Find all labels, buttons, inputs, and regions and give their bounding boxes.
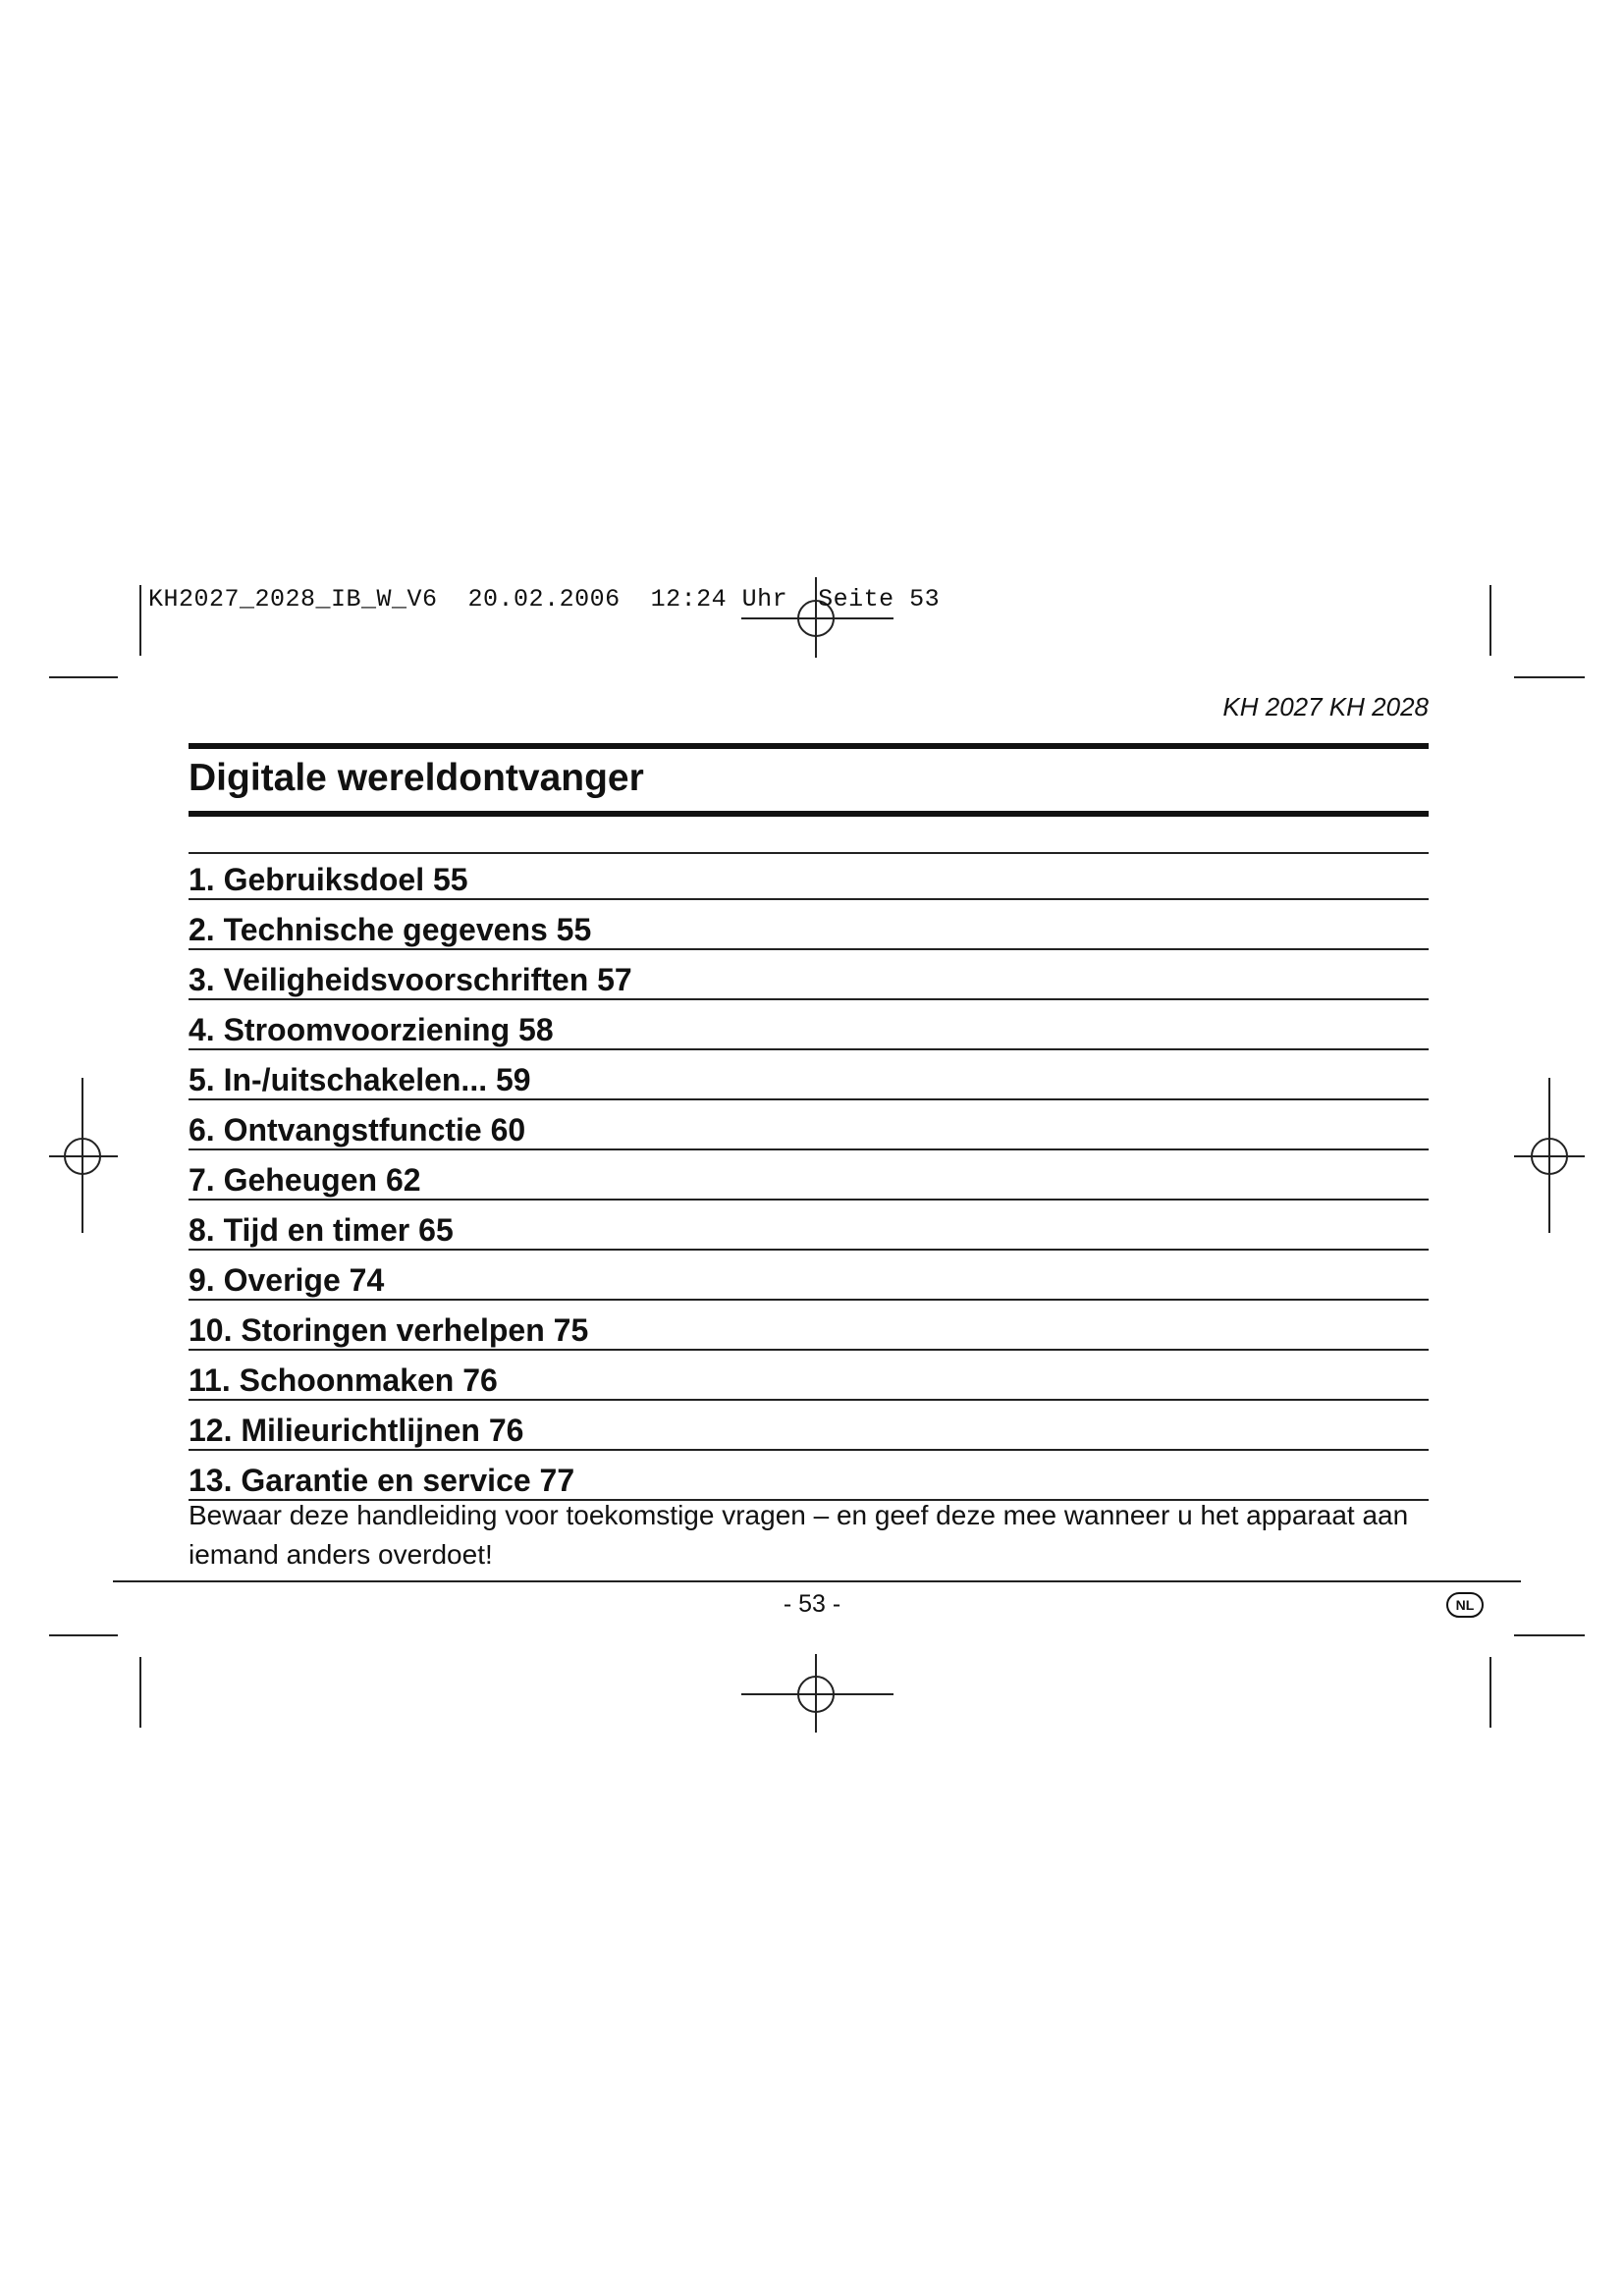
table-of-contents xyxy=(189,852,1429,1501)
page-number: - 53 - xyxy=(783,1590,841,1618)
storage-note: Bewaar deze handleiding voor toekomstige vragen – en geef deze mee wanneer u het apparaat aan iemand anders overdoet! xyxy=(189,1500,1409,1570)
title-rule-top xyxy=(189,743,1429,749)
toc-item[interactable]: 10. Storingen verhelpen 75 xyxy=(189,1305,1429,1351)
toc-item[interactable]: 3. Veiligheidsvoorschriften 57 xyxy=(189,954,1429,1000)
page-title: Digitale wereldontvanger xyxy=(189,757,644,799)
toc-item[interactable]: 13. Garantie en service 77 xyxy=(189,1455,1429,1501)
toc-item[interactable]: 12. Milieurichtlijnen 76 xyxy=(189,1405,1429,1451)
toc-item[interactable]: 8. Tijd en timer 65 xyxy=(189,1204,1429,1251)
toc-item[interactable]: 4. Stroomvoorziening 58 xyxy=(189,1004,1429,1050)
toc-item[interactable]: 2. Technische gegevens 55 xyxy=(189,904,1429,950)
toc-item[interactable]: 6. Ontvangstfunctie 60 xyxy=(189,1104,1429,1150)
title-rule-bottom xyxy=(189,811,1429,817)
toc-item[interactable]: 9. Overige 74 xyxy=(189,1255,1429,1301)
toc-item[interactable]: 7. Geheugen 62 xyxy=(189,1154,1429,1201)
toc-item[interactable]: 1. Gebruiksdoel 55 xyxy=(189,854,1429,900)
toc-item[interactable]: 11. Schoonmaken 76 xyxy=(189,1355,1429,1401)
print-slug: KH2027_2028_IB_W_V6 20.02.2006 12:24 Uhr Seite 53 xyxy=(148,585,941,614)
footer-rule xyxy=(113,1580,1521,1582)
toc-item[interactable]: 5. In-/uitschakelen... 59 xyxy=(189,1054,1429,1100)
language-badge: NL xyxy=(1446,1592,1484,1618)
model-number: KH 2027 KH 2028 xyxy=(1222,692,1429,721)
